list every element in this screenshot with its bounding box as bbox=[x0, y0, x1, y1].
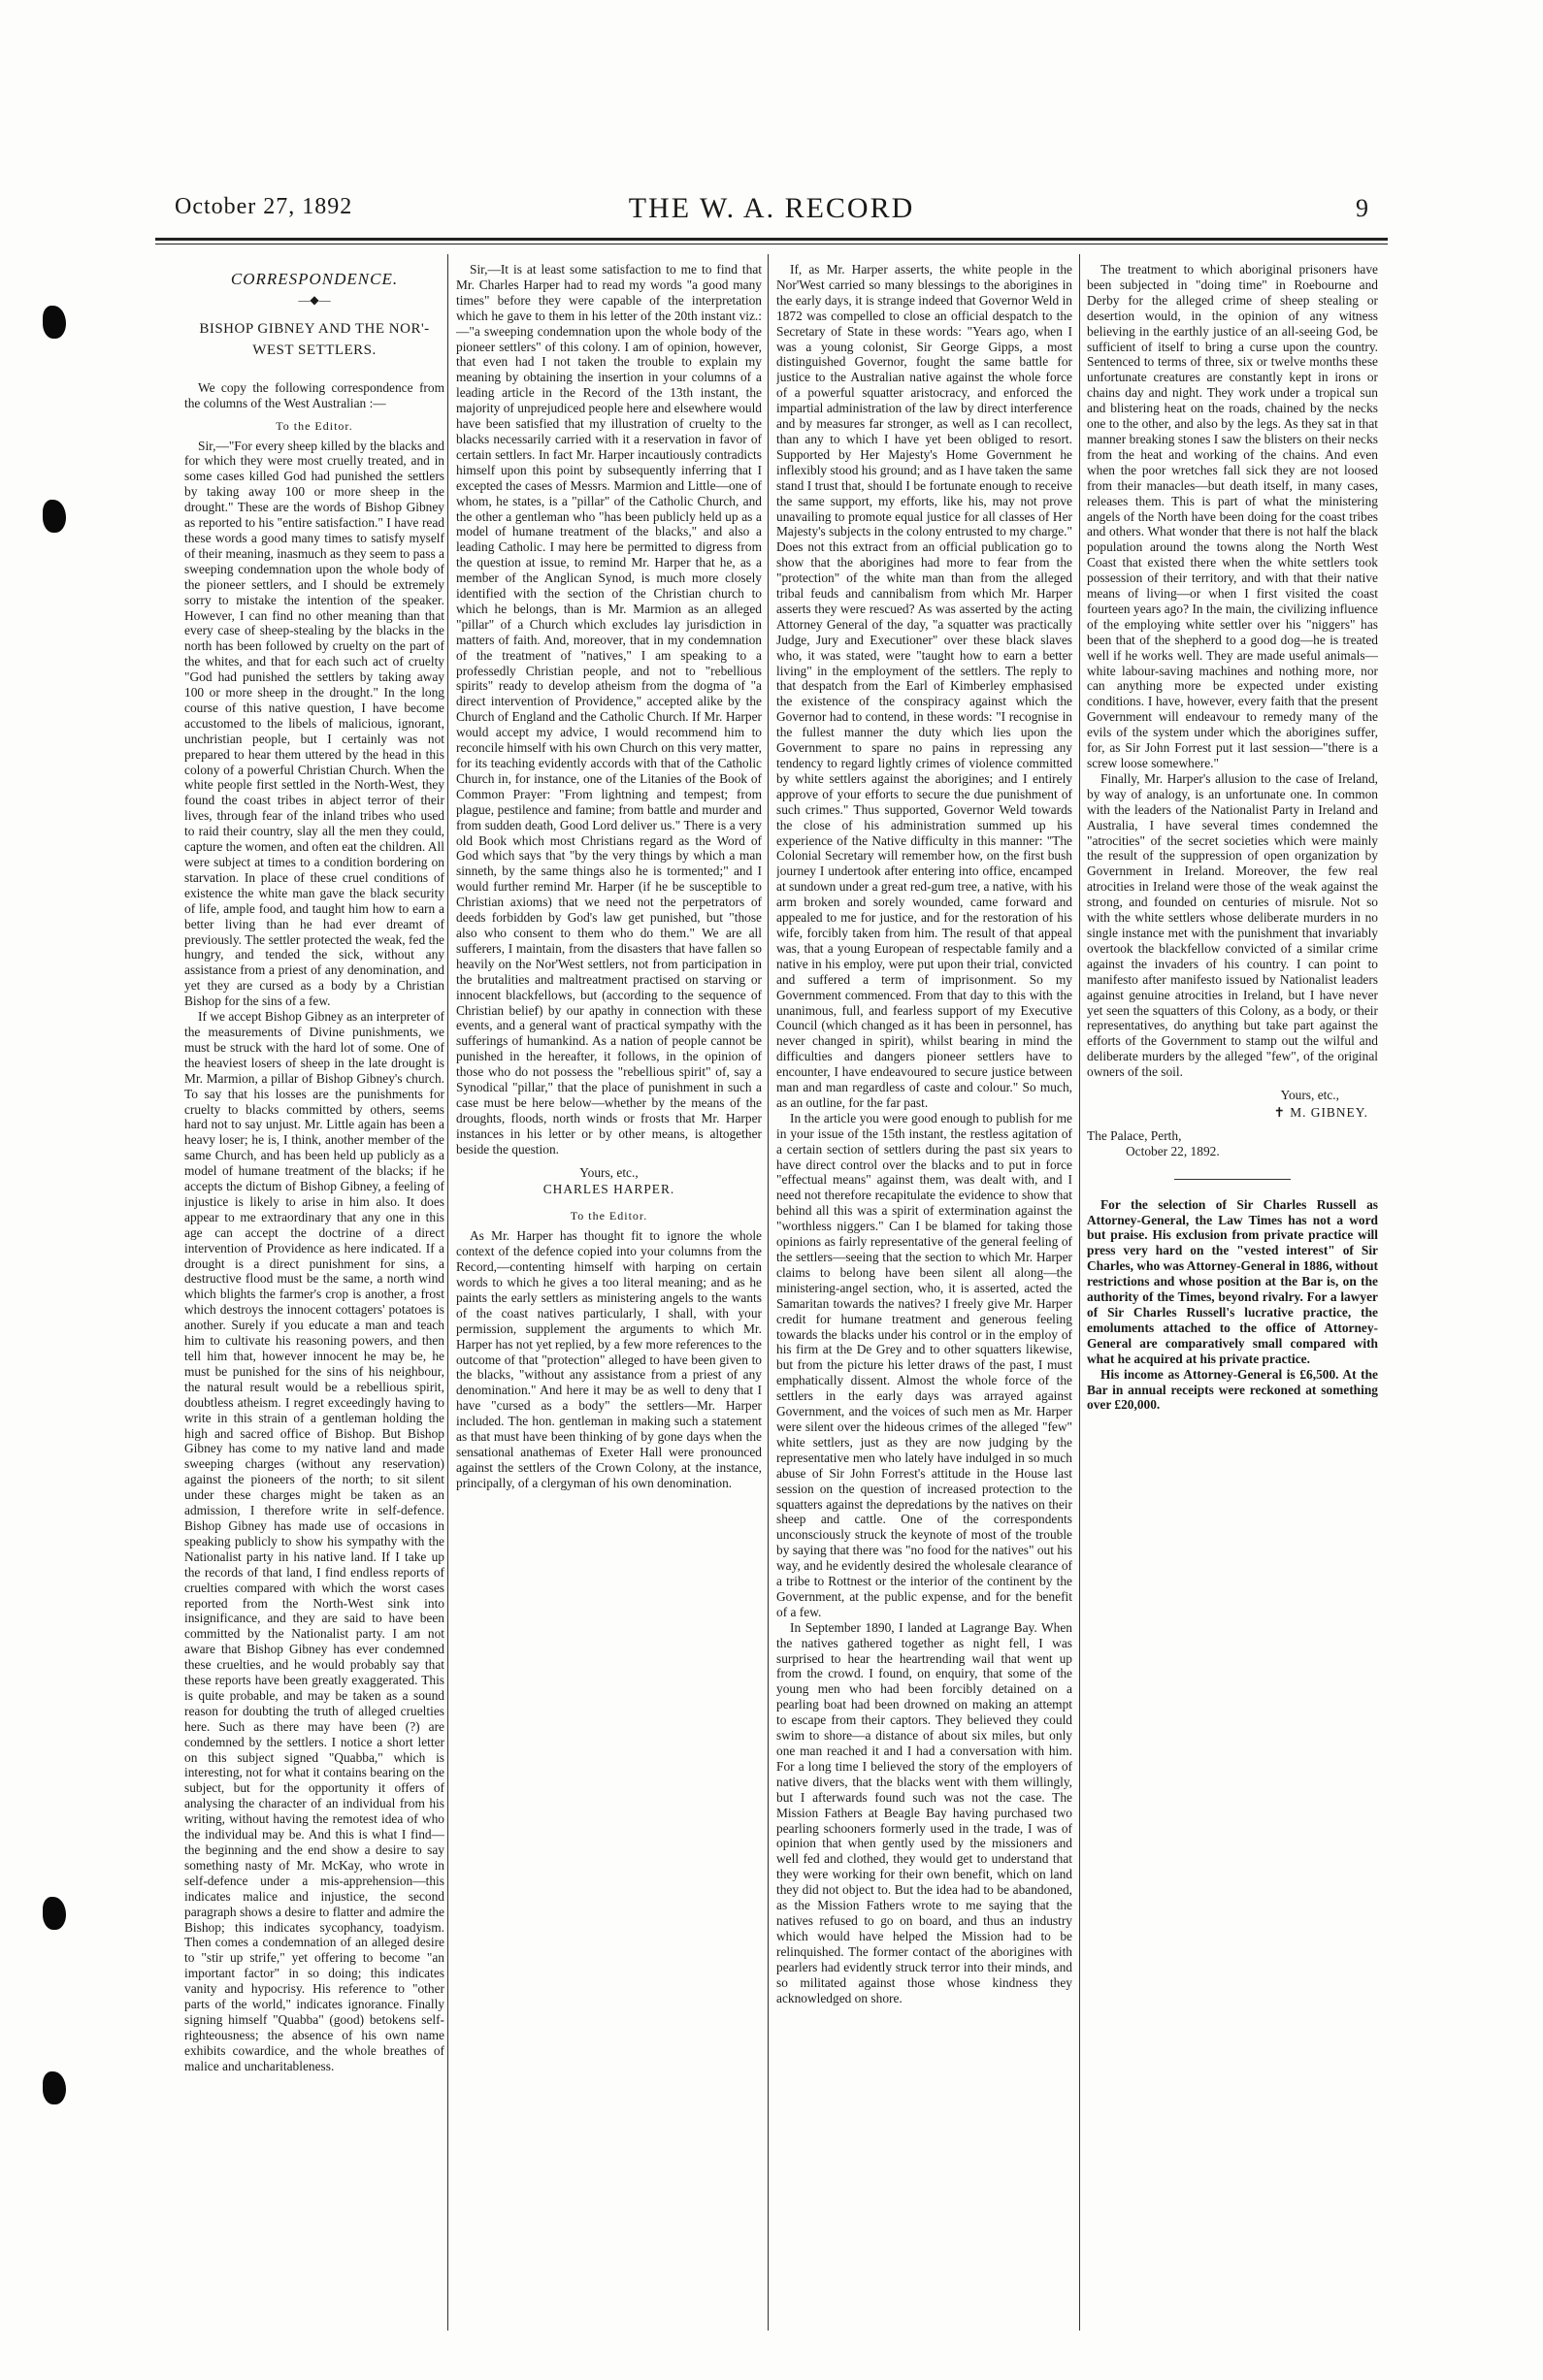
ornament-divider: ―◆― bbox=[298, 292, 331, 307]
russell-paragraph-1: For the selection of Sir Charles Russell as Attorney-General, the Law Times has not a word but praise. His exclusion from private practice will press very hard on the "vested interest" of Sir Charles, who was Attorney-General in 1886, without restrictions and whose position at the Bar is, on the authority of the Times, beyond rivalry. For a lawyer of Sir Charles Russell's lucrative practice, the emoluments attached to the office of Attorney-General are comparatively small compared with what he acquired at his private practice. bbox=[1087, 1196, 1378, 1366]
column-rule bbox=[447, 254, 448, 2331]
header-rule-thin bbox=[155, 244, 1388, 245]
harper-paragraph-2: If we accept Bishop Gibney as an interpreter of the measurements of Divine punishments, we must be struck with the hard lot of some. One of the heaviest losers of sheep in the late drought is Mr. Marmion, a pillar of Bishop Gibney's church. To say that his losses are the punishments for cruelty to blacks committed by others, seems hard not to say unjust. Mr. Little again has been a heavy loser; he is, I think, another member of the same Church, and has been held up publicly as a model of humane treatment of the blacks; if he accepts the dictum of Bishop Gibney, a feeling of injustice is likely to arise in him also. It does appear to me extraordinary that any one in this age can accept the doctrine of a direct intervention of Providence as here indicated. If a drought is a direct punishment for sins, a destructive flood must be the same, a north wind which blights the farmer's crop is another, a frost which destroys the innocent cottagers' potatoes is another. Surely if you educate a man and teach him to cultivate his reasoning powers, and then tell him that, however innocent he may be, he must be punished for the sins of his neighbour, the natural result would be a rebellious spirit, doubtless atheism. I regret exceedingly having to write in this strain of a gentleman holding the high and sacred office of Bishop. But Bishop Gibney has come to my native land and made sweeping charges (without any reservation) against the pioneers of the north; to sit silent under these charges might be taken as an admission, I therefore write in self-defence. Bishop Gibney has made use of occasions in speaking publicly to show his sympathy with the Nationalist party in his native land. If I take up the records of that land, I find endless reports of cruelties compared with which the worst cases reported from the North-West sink into insignificance, and they are said to have been committed by the Nationalist party. I am not aware that Bishop Gibney has ever condemned these cruelties, and he would probably say that these reports have been greatly exaggerated. This is quite probable, and may be taken as a sound reason for doubting the truth of alleged cruelties here. Such as there may have been (?) are condemned by the settlers. I notice a short letter on this subject signed "Quabba," which is interesting, not for what it contains bearing on the subject, but for the opportunity it offers of analysing the character of an individual from his writing, without having the remotest idea of who the individual may be. And this is what I find—the beginning and the end show a desire to say something nasty of Mr. McKay, who wrote in self-defence under a mis-apprehension—this indicates malice and injustice, the second paragraph shows a desire to flatter and admire the Bishop; this indicates sycophancy, toadyism. Then comes a condemnation of an alleged desire to "stir up strife," yet offering to become "an important factor" in so doing; this indicates vanity and hypocrisy. His reference to "other parts of the world," indicates ignorance. Finally signing himself "Quabba" (good) betokens self-righteousness; the absence of his own name exhibits cowardice, and the whole breathes of malice and uncharitableness. bbox=[184, 1009, 444, 2073]
gibney-to-editor-heading: To the Editor. bbox=[570, 1209, 648, 1223]
gibney-valediction: Yours, etc., bbox=[1280, 1088, 1339, 1103]
gibney-paragraph-3: If, as Mr. Harper asserts, the white people in the Nor'West carried so many blessings to the aborigines in the early days, it is strange indeed that Governor Weld in 1872 was compelled to close an official despatch to the Secretary of State in these words: "Years ago, when I was a young colonist, Sir George Gipps, a most distinguished Governor, fought the same battle for justice to the Australian native against the whole force of a powerful squatter aristocracy, and enforced the impartial administration of the law by direct interference and by measures far stronger, as well as I can recollect, than any to which I have yet been obliged to resort. Supported by Her Majesty's Home Government he inflexibly stood his ground; and as I have taken the same stand I trust that, should I be fortunate enough to receive the same support, my efforts, like his, may not prove unavailing to promote equal justice for all classes of Her Majesty's subjects in the colony entrusted to my charge." Does not this extract from an official publication go to show that the aborigines had more to fear from the "protection" of the white man than from the alleged tribal feuds and cannibalism from which Mr. Harper asserts they were rescued? As was asserted by the acting Attorney General of the day, "a squatter was practically Judge, Jury and Executioner" over these black slaves who, it was stated, were "taught how to earn a better living" in the employment of the settlers. The reply to that despatch from the Earl of Kimberley emphasised the existence of the conspiracy against which the Governor had to contend, in these words: "I recognise in the fullest manner the duty which lies upon the Government to spare no pains in repressing any tendency to regard lightly crimes of violence committed by white settlers against the aborigines; and I entirely approve of your efforts to secure the due punishment of such crimes." Thus supported, Governor Weld towards the close of his administration summed up his experience of the Native difficulty in this manner: "The Colonial Secretary will remember how, on the first bush journey I undertook after entering into office, encamped at sundown under a great red-gum tree, a native, with his arm broken and sorely wounded, came forward and appealed to me for justice, and for the restoration of his wife, forcibly taken from him. The result of that appeal was, that a young European of respectable family and a native in his employ, were put upon their trial, convicted and suffered a term of imprisonment. So my Government commenced. From that day to this with the unanimous, full, and fearless support of my Executive Council (which changed as it has been in personnel, has never changed in spirit), whilst bearing in mind the difficulties and dangers pioneer settlers have to encounter, I have endeavoured to secure justice between man and man regardless of caste and colour." So much, as an outline, for the far past. bbox=[776, 262, 1072, 1110]
column-rule bbox=[768, 254, 769, 2331]
gibney-paragraph-2: As Mr. Harper has thought fit to ignore the whole context of the defence copied into your columns from the Record,—contenting himself with harping on certain words to which he gives a too literal meaning; and as he paints the early settlers as ministering angels to the wants of the coast natives particularly, I shall, with your permission, supplement the arguments to which Mr. Harper has not yet replied, by a few more references to the outcome of that "protection" alleged to have been given to the blacks, "without any assistance from a priest of any denomination." And here it may be as well to deny that I have "cursed as a body" the settlers—Mr. Harper included. The hon. gentleman in making such a statement as that must have been thinking of by gone days when the sensational anathemas of Exeter Hall were pronounced against the settlers of the Crown Colony, at the instance, principally, of a clergyman of his own denomination. bbox=[456, 1228, 762, 1490]
column-rule bbox=[1079, 254, 1080, 2331]
binding-hole-mark bbox=[43, 500, 66, 533]
gibney-place: The Palace, Perth, bbox=[1087, 1127, 1182, 1143]
masthead-title: THE W. A. RECORD bbox=[628, 192, 915, 224]
section-heading: CORRESPONDENCE. bbox=[230, 270, 399, 288]
harper-paragraph-1: Sir,—"For every sheep killed by the blacks and for which they were most cruelly treated, and in some cases killed God had punished the settlers by taking away 100 or more sheep in the drought." These are the words of Bishop Gibney as reported to his "entire satisfaction." I have read these words a good many times to satisfy myself of their meaning, inasmuch as they seem to pass a sweeping condemnation upon the whole body of the pioneer settlers, and I should be extremely sorry to mistake the intention of the speaker. However, I can find no other meaning than that every case of sheep-stealing by the blacks in the north has been followed by cruelty on the part of the whites, and that for each such act of cruelty "God had punished the settlers by taking away 100 or more sheep in the drought." In the long course of this native question, I have become accustomed to the libels of malicious, ignorant, unchristian people, but I certainly was not prepared to hear them uttered by the head in this colony of a powerful Christian Church. When the white people first settled in the North-West, they found the coast tribes in abject terror of their lives, through fear of the inland tribes who used to raid their country, slay all the men they could, capture the women, and often eat the children. All were subject at times to a condition bordering on starvation. In place of these cruel conditions of existence the white man gave the black security of life, ample food, and taught him how to earn a better living than he had ever dreamt of previously. The settler protected the weak, fed the hungry, and tended the sick, without any assistance from a priest of any denomination, and yet they are cursed as a body by a Christian Bishop for the sins of a few. bbox=[184, 438, 444, 1009]
header-rule-thick bbox=[155, 238, 1388, 241]
column-4 bbox=[1087, 262, 1378, 2329]
to-editor-heading: To the Editor. bbox=[276, 418, 353, 433]
intro-paragraph: We copy the following correspondence from the columns of the West Australian :— bbox=[184, 379, 444, 410]
harper-valediction: Yours, etc., bbox=[579, 1164, 639, 1180]
column-2 bbox=[456, 262, 762, 2329]
harper-signature: CHARLES HARPER. bbox=[542, 1182, 675, 1197]
gibney-date: October 22, 1892. bbox=[1126, 1143, 1220, 1158]
gibney-paragraph-4: In the article you were good enough to publish for me in your issue of the 15th instant, the restless agitation of a certain section of settlers during the past six years to have direct control over the blacks and to put in force "effectual means" against them, was dealt with, and I need not therefore recapitulate the evidence to show that behind all this was a spirit of extermination against the "worthless niggers." Can I be blamed for taking those opinions as fairly representative of the general feeling of the settlers—seeing that the section to which Mr. Harper claims to belong have been silent all along—the ministering-angel section, who, it is asserted, acted the Samaritan towards the natives? I freely give Mr. Harper credit for humane treatment and generous feeling towards the blacks under his control or in the employ of his firm at the De Grey and to other squatters likewise, but from the picture his letter draws of the past, I must emphatically dissent. Almost the whole force of the settlers in the early days was arrayed against Government, and the voices of such men as Mr. Harper were silent over the hideous crimes of the alleged "few" white settlers, just as they are now judging by the representative men who lately have indulged in so much abuse of Sir John Forrest's attitude in the House last session on the question of increased protection to the squatters against the depredations by the natives on their sheep and cattle. One of the correspondents unconsciously struck the keynote of most of the trouble by saying that there was "no food for the natives" out his way, and he evidently desired the wholesale clearance of a tribe to Rottnest or the interior of the continent by the Government, at the public expense, and for the benefit of a few. bbox=[776, 1110, 1072, 1619]
column-3 bbox=[776, 262, 1072, 2329]
gibney-paragraph-6: The treatment to which aboriginal prisoners have been subjected in "doing time" in Roebourne and Derby for the alleged crime of sheep stealing or desertion would, in the opinion of any witness believing in the earthly justice of an all-seeing God, be sufficient of itself to bring a curse upon the country. Sentenced to terms of three, six or twelve months these unfortunate creatures are constantly kept in irons or chains day and night. They work under a tropical sun and blistering heat on the roads, chained by the necks one to the other, and also by the legs. As they sat in that manner breaking stones I saw the blisters on their necks from the heat and working of the chains. And even when the poor wretches fall sick they are not loosed from their manacles—but death itself, in many cases, releases them. This is part of what the ministering angels of the North have been doing for the coast tribes and others. What wonder that there is not half the black population around the towns along the North West Coast that existed there when the white settlers took possession of their territory, and with that their native means of living—or when I first visited the coast fourteen years ago? In the main, the civilizing influence of the employing white settler over his "niggers" has been that of the shepherd to a good dog—he is treated well if he works well. They are made useful animals—white labour-saving machines and nothing more, nor can anything more be expected under existing conditions. I have, however, every faith that the present Government will endeavour to remedy many of the evils of the system under which the aborigines suffer, for, as Sir John Forrest put it last session—"there is a screw loose somewhere." bbox=[1087, 262, 1378, 770]
gibney-paragraph-7: Finally, Mr. Harper's allusion to the case of Ireland, by way of analogy, is an unfortunate one. In common with the leaders of the Nationalist Party in Ireland and Australia, I have several times condemned the "atrocities" of the secret societies which were mainly the result of the suppression of open organization by Government in Ireland. Moreover, the few real atrocities in Ireland were those of the weak against the strong, and founded on centuries of misrule. Not so with the white settlers whose deliberate murders in no single instance met with the punishment that invariably overtook the blackfellow convicted of a similar crime against the invaders of his country. I can point to manifesto after manifesto issued by Nationalist leaders against genuine atrocities in Ireland, but I have never yet seen the squatters of this Colony, as a body, or their representatives, do anything but take part against the efforts of the Government to stamp out the wilful and deliberate murders by the alleged "few", of the original owners of the soil. bbox=[1087, 770, 1378, 1080]
issue-date: October 27, 1892 bbox=[175, 194, 353, 219]
gibney-signature: ✝ M. GIBNEY. bbox=[1273, 1104, 1368, 1120]
russell-paragraph-2: His income as Attorney-General is £6,500. At the Bar in annual receipts were reckoned at something over £20,000. bbox=[1087, 1366, 1378, 1413]
gibney-paragraph-5: In September 1890, I landed at Lagrange Bay. When the natives gathered together as night fell, I was surprised to hear the heartrending wail that went up from the crowd. I found, on enquiry, that some of the young men who had been forcibly detained on a pearling boat had been drowned on making an attempt to escape from their captors. They believed they could swim to shore—a distance of about six miles, but only one man reached it and I had a conversation with him. For a long time I believed the story of the employers of native divers, that the blacks went with them willingly, but I afterwards found such was not the case. The Mission Fathers at Beagle Bay having purchased two pearling schooners formerly used in the trade, I was of opinion that when gently used by the missioners and well fed and clothed, they would get to understand that they were working for their own benefit, which on land they did not object to. But the idea had to be abandoned, as the Mission Fathers wrote to me saying that the natives refused to go on board, and thus an industry which would have helped the Mission had to be relinquished. The former contact of the aborigines with pearlers had evidently struck terror into their minds, and so militated against those whose kindness they acknowledged on shore. bbox=[776, 1619, 1072, 2005]
article-divider bbox=[1174, 1179, 1291, 1180]
page-header bbox=[175, 194, 1368, 233]
column-1 bbox=[184, 262, 444, 2329]
binding-hole-mark bbox=[43, 2071, 66, 2104]
binding-hole-mark bbox=[43, 1897, 66, 1930]
gibney-paragraph-1: Sir,—It is at least some satisfaction to me to find that Mr. Charles Harper had to read my words "a good many times" before they were capable of the interpretation which he gave to them in his letter of the 20th instant viz.:—"a sweeping condemnation upon the whole body of the pioneer settlers" of this colony. I am of opinion, however, that even had I not taken the trouble to explain my meaning by obtaining the insertion in your columns of a leading article in the Record of the 13th instant, the majority of unprejudiced people here and elsewhere would have been satisfied that my illustration of cruelty to the blacks necessarily carried with it a reservation in favor of certain settlers. In fact Mr. Harper incautiously contradicts himself upon this point by subsequently inferring that I excepted the cases of Messrs. Marmion and Little—one of whom, he states, is a "pillar" of the Catholic Church, and the other a gentleman who "has been publicly held up as a model of humane treatment of the blacks," and also a leading Catholic. I may here be permitted to digress from the question at issue, to remind Mr. Harper that he, as a member of the Anglican Synod, is much more closely identified with the section of the Christian church to which he belongs, than is Mr. Marmion as an alleged "pillar" of a Church which excludes lay jurisdiction in matters of faith. And, moreover, that in my condemnation of the treatment of "natives," I am speaking to a professedly Christian people, and not to "rebellious spirits" ready to develop atheism from the dogma of "a direct intervention of Providence," accepted alike by the Church of England and the Catholic Church. If Mr. Harper would accept my advice, I would recommend him to reconcile himself with his own Church on this very matter, for its teaching evidently accords with that of the Catholic Church in, for instance, one of the Litanies of the Book of Common Prayer: "From lightning and tempest; from plague, pestilence and famine; from battle and murder and from sudden death, Good Lord deliver us." There is a very old Book which most Christians regard as the Word of God which says that "by the very things by which a man sinneth, by the same things also he is tormented;" and I would further remind Mr. Harper (if he be susceptible to Christian axioms) that we need not the perpetrators of deeds forbidden by God's law get punished, but "those also who consent to them who do them." We are all sufferers, I maintain, from the disasters that have fallen so heavily on the Nor'West settlers, not from participation in the brutalities and maltreatment practised on starving or innocent blackfellows, but (according to the sequence of Christian belief) by our apathy in connection with these events, and a general want of practical sympathy with the sufferings of humankind. As a nation of people cannot be punished in the hereafter, it follows, in the opinion of those who do not possess the "rebellious spirit" of, say a Synodical "pillar," that the place of punishment in such a case must be here below—whether by the means of the droughts, floods, north winds or frosts that Mr. Harper instances in his letter or by other means, is altogether beside the question. bbox=[456, 262, 762, 1157]
article-title: BISHOP GIBNEY AND THE NOR'-WEST SETTLERS. bbox=[199, 320, 430, 358]
binding-hole-mark bbox=[43, 306, 66, 339]
page-number: 9 bbox=[1356, 194, 1368, 222]
